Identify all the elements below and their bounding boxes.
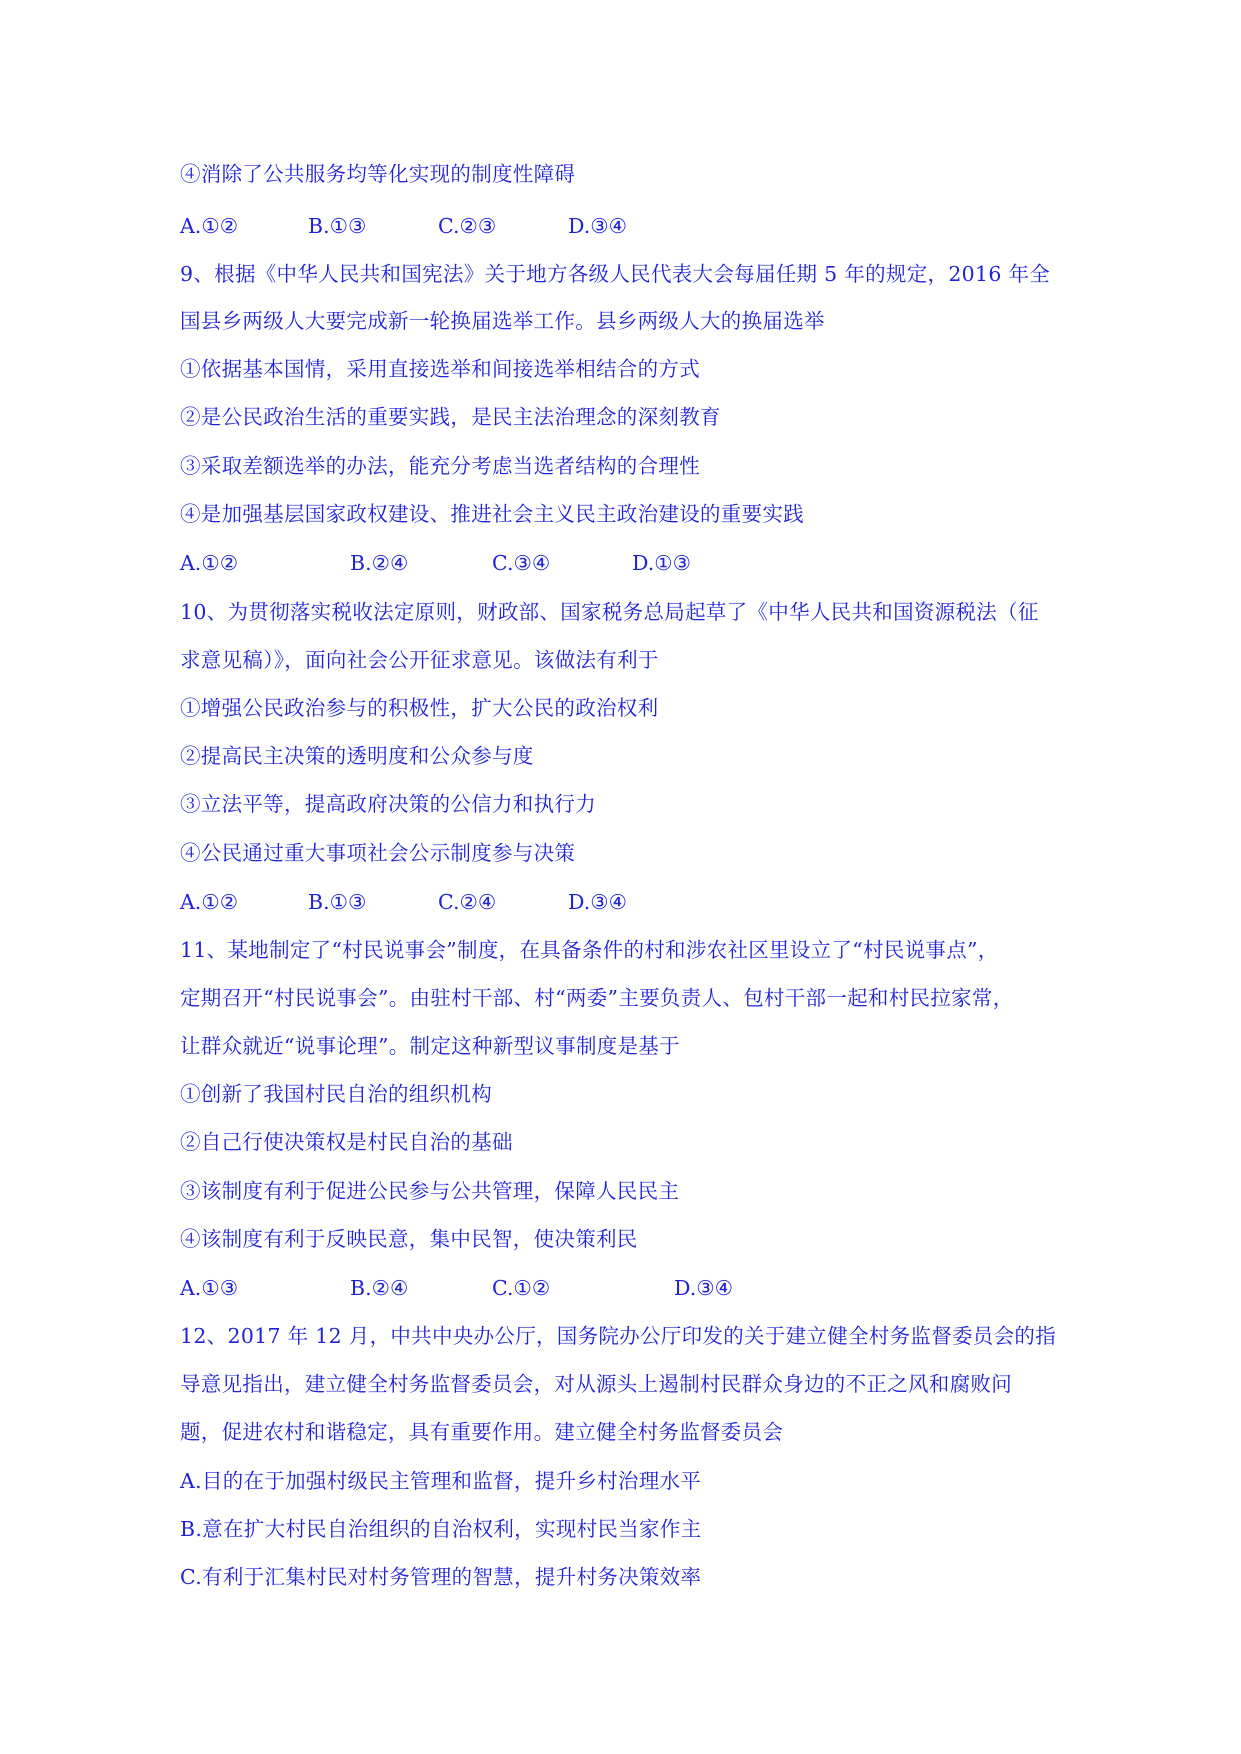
q8-option-b: B.①③ — [308, 214, 367, 238]
q9-option-b: B.②④ — [350, 551, 409, 575]
q9-item-3: ③采取差额选举的办法，能充分考虑当选者结构的合理性 — [180, 454, 700, 478]
q12-stem-line-2: 导意见指出，建立健全村务监督委员会，对从源头上遏制村民群众身边的不正之风和腐败问 — [180, 1372, 1012, 1396]
q9-item-4: ④是加强基层国家政权建设、推进社会主义民主政治建设的重要实践 — [180, 502, 804, 526]
q10-item-3: ③立法平等，提高政府决策的公信力和执行力 — [180, 792, 596, 816]
q10-item-2: ②提高民主决策的透明度和公众参与度 — [180, 744, 534, 768]
q11-option-d: D.③④ — [674, 1276, 733, 1300]
q9-item-2: ②是公民政治生活的重要实践，是民主法治理念的深刻教育 — [180, 405, 721, 429]
q11-option-c: C.①② — [492, 1276, 551, 1300]
q10-stem-line-1: 10、为贯彻落实税收法定原则，财政部、国家税务总局起草了《中华人民共和国资源税法（征 — [180, 600, 1039, 624]
q11-stem-line-1: 11、某地制定了“村民说事会”制度，在具备条件的村和涉农社区里设立了“村民说事点”， — [180, 938, 999, 962]
q11-item-3: ③该制度有利于促进公民参与公共管理，保障人民民主 — [180, 1179, 680, 1203]
q10-option-b: B.①③ — [308, 890, 367, 914]
q8-option-c: C.②③ — [438, 214, 497, 238]
q10-stem-line-2: 求意见稿）》，面向社会公开征求意见。该做法有利于 — [180, 648, 659, 672]
q8-item-4: ④消除了公共服务均等化实现的制度性障碍 — [180, 162, 576, 186]
q9-item-1: ①依据基本国情，采用直接选举和间接选举相结合的方式 — [180, 357, 700, 381]
q9-option-a: A.①② — [180, 551, 239, 575]
q10-option-a: A.①② — [180, 890, 239, 914]
q12-stem-line-3: 题，促进农村和谐稳定，具有重要作用。建立健全村务监督委员会 — [180, 1420, 784, 1444]
q12-choice-a: A.目的在于加强村级民主管理和监督，提升乡村治理水平 — [180, 1469, 702, 1493]
q8-option-d: D.③④ — [568, 214, 627, 238]
q10-item-1: ①增强公民政治参与的积极性，扩大公民的政治权利 — [180, 696, 659, 720]
q10-item-4: ④公民通过重大事项社会公示制度参与决策 — [180, 841, 576, 865]
q9-stem-line-2: 国县乡两级人大要完成新一轮换届选举工作。县乡两级人大的换届选举 — [180, 309, 825, 333]
q12-choice-c: C.有利于汇集村民对村务管理的智慧，提升村务决策效率 — [180, 1565, 702, 1589]
q10-option-d: D.③④ — [568, 890, 627, 914]
q11-item-4: ④该制度有利于反映民意，集中民智，使决策利民 — [180, 1227, 638, 1251]
q9-option-c: C.③④ — [492, 551, 551, 575]
q11-stem-line-2: 定期召开“村民说事会”。由驻村干部、村“两委”主要负责人、包村干部一起和村民拉家常， — [180, 986, 1014, 1010]
q12-stem-line-1: 12、2017 年 12 月，中共中央办公厅，国务院办公厅印发的关于建立健全村务监督委员会的指 — [180, 1324, 1056, 1348]
q11-option-b: B.②④ — [350, 1276, 409, 1300]
q11-item-1: ①创新了我国村民自治的组织机构 — [180, 1082, 492, 1106]
q11-stem-line-3: 让群众就近“说事论理”。制定这种新型议事制度是基于 — [180, 1034, 680, 1058]
q12-choice-b: B.意在扩大村民自治组织的自治权利，实现村民当家作主 — [180, 1517, 702, 1541]
q11-option-a: A.①③ — [180, 1276, 239, 1300]
q9-option-d: D.①③ — [632, 551, 691, 575]
q9-stem-line-1: 9、根据《中华人民共和国宪法》关于地方各级人民代表大会每届任期 5 年的规定，2016 年全 — [180, 262, 1051, 286]
q10-option-c: C.②④ — [438, 890, 497, 914]
q11-item-2: ②自己行使决策权是村民自治的基础 — [180, 1130, 513, 1154]
q8-option-a: A.①② — [180, 214, 239, 238]
